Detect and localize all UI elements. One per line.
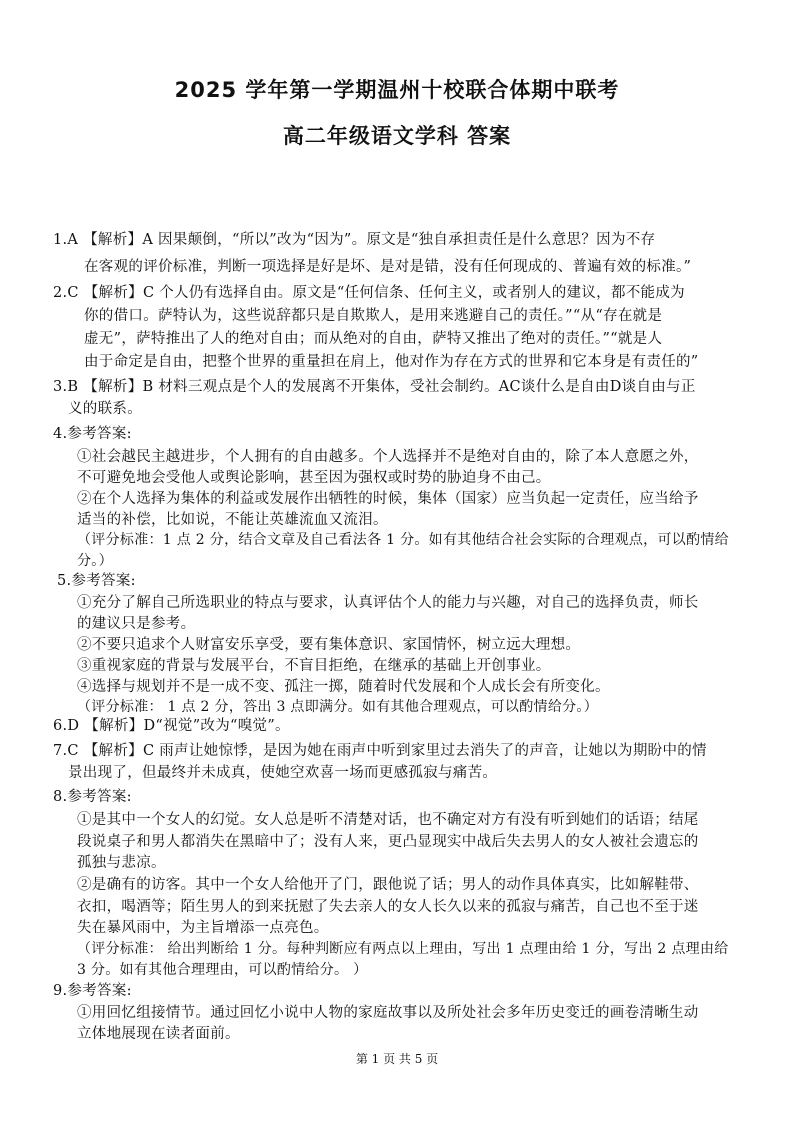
answer-8-scoring: （评分标准： 给出判断给 1 分。每种判断应有两点以上理由，写出 1 点理由给 1 分，写出 2 点理由给 — [77, 941, 729, 957]
answer-8-line: ①是其中一个女人的幻觉。女人总是听不清楚对话，也不确定对方有没有听到她们的话语；结尾 — [77, 812, 699, 828]
answer-9-heading: 9.参考答案: — [53, 983, 132, 999]
answer-9-line: ①用回忆组接情节。通过回忆小说中人物的家庭故事以及所处社会多年历史变迁的画卷清晰生动 — [77, 1005, 699, 1021]
answer-4-scoring: （评分标准：1 点 2 分，结合文章及自己看法各 1 分。如有其他结合社会实际的合理观点，可以酌情给 — [77, 532, 729, 548]
answer-6-line: 6.D 【解析】D“视觉”改为“嗅觉”。 — [53, 718, 290, 734]
answer-4-line: ②在个人选择为集体的利益或发展作出牺牲的时候，集体（国家）应当负起一定责任，应当给予 — [77, 491, 699, 507]
answer-1-line: 在客观的评价标准，判断一项选择是好是坏、是对是错，没有任何现成的、普遍有效的标准。” — [84, 259, 692, 275]
answer-2-line: 虚无”，萨特推出了人的绝对自由；而从绝对的自由，萨特又推出了绝对的责任。”“就是人 — [84, 331, 663, 347]
answer-5-line: 的建议只是参考。 — [77, 616, 196, 632]
answer-4-line: 不可避免地会受他人或舆论影响，甚至因为强权或时势的胁迫身不由己。 — [77, 470, 551, 486]
answer-8-line: ②是确有的访客。其中一个女人给他开了门，跟他说了话；男人的动作具体真实，比如解鞋带、 — [77, 877, 699, 893]
answer-3-line: 义的联系。 — [68, 401, 142, 417]
answer-4-line: 适当的补偿，比如说，不能让英雄流血又流泪。 — [77, 512, 388, 528]
answer-8-line: 孤独与悲凉。 — [77, 855, 166, 871]
page-number: 第 1 页 共 5 页 — [355, 1052, 439, 1066]
answer-subtitle: 高二年级语文学科 答案 — [282, 124, 512, 148]
answer-2-line: 2.C 【解析】C 个人仍有选择自由。原文是“任何信条、任何主义，或者别人的建议，都不能成为 — [53, 285, 685, 301]
answer-5-line: ①充分了解自己所选职业的特点与要求，认真评估个人的能力与兴趣，对自己的选择负责，师长 — [77, 595, 699, 611]
answer-3-line: 3.B 【解析】B 材料三观点是个人的发展离不开集体，受社会制约。AC谈什么是自由D谈自由与正 — [53, 379, 696, 395]
answer-4-heading: 4.参考答案: — [53, 426, 132, 442]
answer-8-line: 衣扣，喝酒等；陌生男人的到来抚慰了失去亲人的女人长久以来的孤寂与痛苦，自己也不至于迷 — [77, 899, 699, 915]
answer-5-line: ③重视家庭的背景与发展平台，不盲目拒绝，在继承的基础上开创事业。 — [77, 658, 551, 674]
answer-8-heading: 8.参考答案: — [53, 789, 132, 805]
answer-7-line: 景出现了，但最终并未成真，使她空欢喜一场而更感孤寂与痛苦。 — [68, 765, 498, 781]
answer-2-line: 你的借口。萨特认为，这些说辞都只是自欺欺人，是用来逃避自己的责任。”“从“存在就是 — [84, 308, 663, 324]
answer-8-scoring: 3 分。如有其他合理理由，可以酌情给分。 ） — [77, 962, 368, 978]
answer-5-scoring: （评分标准： 1 点 2 分，答出 3 点即满分。如有其他合理观点，可以酌情给分。） — [77, 699, 599, 715]
answer-5-line: ④选择与规划并不是一成不变、孤注一掷，随着时代发展和个人成长会有所变化。 — [77, 679, 610, 695]
answer-5-line: ②不要只追求个人财富安乐享受，要有集体意识、家国情怀，树立远大理想。 — [77, 637, 581, 653]
answer-4-line: ①社会越民主越进步，个人拥有的自由越多。个人选择并不是绝对自由的，除了本人意愿之外， — [77, 449, 699, 465]
answer-1-line: 1.A 【解析】A 因果颠倒，“所以”改为“因为”。原文是“独自承担责任是什么意思？因为不存 — [53, 232, 656, 248]
answer-7-line: 7.C 【解析】C 雨声让她惊悸，是因为她在雨声中听到家里过去消失了的声音，让她以为期盼中的情 — [53, 743, 707, 759]
exam-title: 2025 学年第一学期温州十校联合体期中联考 — [174, 78, 620, 102]
answer-4-scoring: 分。） — [77, 553, 113, 569]
answer-8-line: 段说桌子和男人都消失在黑暗中了；没有人来，更凸显现实中战后失去男人的女人被社会遗忘的 — [77, 834, 699, 850]
answer-5-heading: 5.参考答案: — [57, 573, 136, 589]
answer-8-line: 失在暴风雨中，为主旨增添一点亮色。 — [77, 920, 329, 936]
answer-9-line: 立体地展现在读者面前。 — [77, 1026, 240, 1042]
answer-2-line: 由于命定是自由，把整个世界的重量担在肩上，他对作为存在方式的世界和它本身是有责任的” — [84, 354, 699, 370]
